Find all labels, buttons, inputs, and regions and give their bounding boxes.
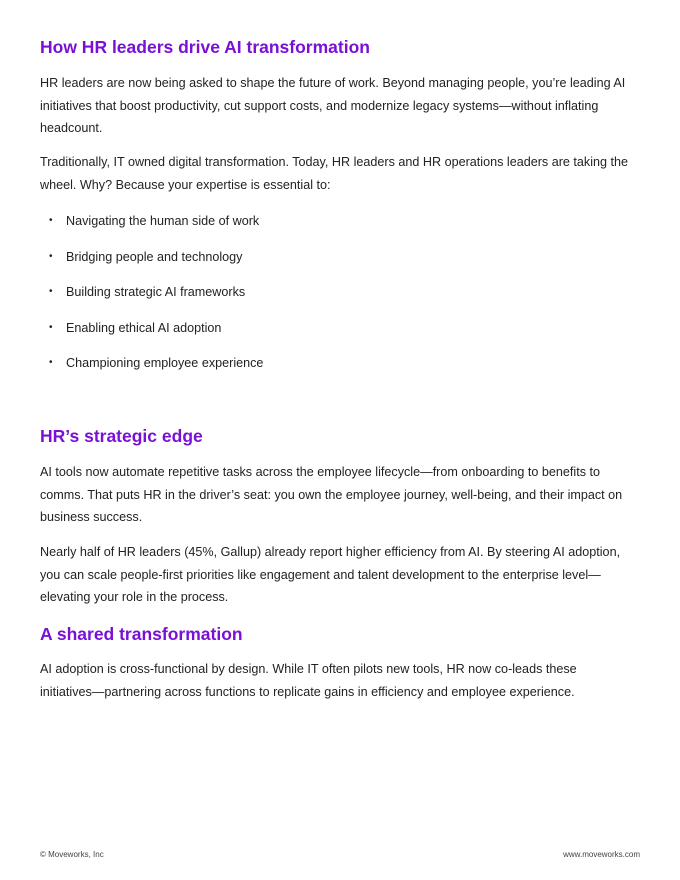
footer-copyright: © Moveworks, Inc <box>40 850 104 859</box>
paragraph-cross-functional: AI adoption is cross-functional by design. While IT often pilots new tools, HR now co-leads these initiatives—partnering across functions to replicate gains in efficiency and employee experience. <box>40 662 577 699</box>
paragraph-intro: HR leaders are now being asked to shape the future of work. Beyond managing people, you’re leading AI initiatives that boost productivity, cut support costs, and modernize legacy systems—without inflating headcount. <box>40 76 626 135</box>
list-item <box>40 208 263 244</box>
list-item <box>40 279 263 315</box>
bullet-dot-icon: • <box>49 286 53 297</box>
list-item <box>40 350 263 386</box>
list-item-text: Navigating the human side of work <box>66 214 260 228</box>
bullet-dot-icon: • <box>49 357 53 368</box>
section-heading-hr-leaders: How HR leaders drive AI transformation <box>40 37 370 57</box>
paragraph-nearly-half: Nearly half of HR leaders (45%, Gallup) already report higher efficiency from AI. By steering AI adoption, you can scale people-first priorities like engagement and talent development to the enterprise level—elevating your role in the process. <box>40 545 621 604</box>
bullet-dot-icon: • <box>49 321 53 333</box>
paragraph-traditionally: Traditionally, IT owned digital transformation. Today, HR leaders and HR operations leaders are taking the wheel. Why? Because your expertise is essential to: <box>40 155 629 192</box>
list-item-text: Building strategic AI frameworks <box>66 285 246 299</box>
list-item-text: Enabling ethical AI adoption <box>66 320 222 335</box>
section-heading-strategic-edge: HR’s strategic edge <box>40 426 203 446</box>
bullet-dot-icon: • <box>49 250 53 262</box>
bullet-dot-icon: • <box>49 215 53 226</box>
list-item <box>40 315 263 351</box>
paragraph-ai-tools: AI tools now automate repetitive tasks across the employee lifecycle—from onboarding to benefits to comms. That puts HR in the driver’s seat: you own the employee journey, well-being, and their impact on business success. <box>40 465 623 524</box>
bullet-list <box>40 208 263 386</box>
footer-website-link[interactable]: www.moveworks.com <box>563 850 640 859</box>
section-heading-shared-transformation: A shared transformation <box>40 624 243 644</box>
list-item <box>40 244 263 280</box>
list-item-text: Bridging people and technology <box>66 249 243 264</box>
list-item-text: Championing employee experience <box>66 356 264 370</box>
